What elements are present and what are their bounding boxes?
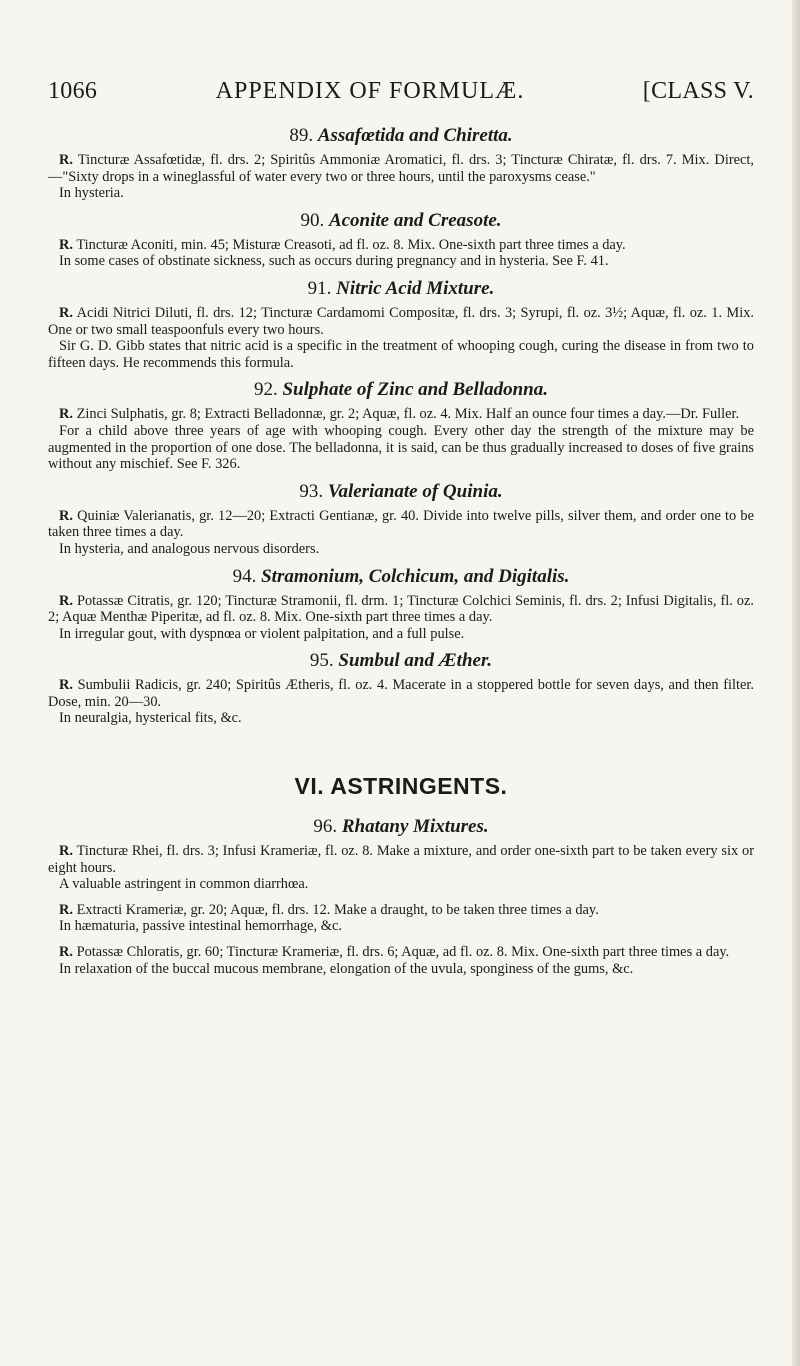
- formula-block: [48, 481, 754, 558]
- prescription-body: Potassæ Chloratis, gr. 60; Tincturæ Krameriæ, fl. drs. 6; Aquæ, ad fl. oz. 8. Mix. One-sixth part three times a day.: [76, 944, 730, 961]
- formula-block: [48, 566, 754, 643]
- formula-title: [48, 278, 754, 300]
- recipe-symbol: R.: [59, 901, 73, 918]
- prescription-body: Potassæ Citratis, gr. 120; Tincturæ Stramonii, fl. drm. 1; Tincturæ Colchici Seminis, fl. drs. 2; Infusi Digitalis, fl. oz. 2; Aquæ Menthæ Piperitæ, ad fl. oz. 8. Mix. One-sixth part three times a day.: [48, 592, 754, 626]
- recipe-symbol: R.: [59, 304, 73, 321]
- prescription-body: Tincturæ Assafœtidæ, fl. drs. 2; Spiritûs Ammoniæ Aromatici, fl. drs. 3; Tincturæ Chiratæ, fl. drs. 7. Mix. Direct,—"Sixty drops in a wineglassful of water every two or three hours, until the paroxysms cease.": [48, 152, 754, 185]
- indication-text: In some cases of obstinate sickness, such as occurs during pregnancy and in hysteria. See F. 41.: [59, 253, 609, 270]
- recipe-symbol: R.: [59, 406, 73, 423]
- page: [48, 78, 754, 985]
- prescription-text: [48, 152, 754, 185]
- indication-text: In hysteria, and analogous nervous disorders.: [59, 540, 320, 557]
- formula-title: [48, 481, 754, 503]
- formula-number: 92.: [253, 379, 278, 401]
- formula-number: 90.: [300, 209, 325, 231]
- indication-text: For a child above three years of age with whooping cough. Every other day the strength of the mixture may be augmented in the proportion of one dose. The belladonna, it is said, can be thus gradually increased to doses of five grains without any mischief. See F. 326.: [48, 422, 754, 473]
- formula-block: [48, 379, 754, 472]
- indication-text: In neuralgia, hysterical fits, &c.: [59, 710, 242, 727]
- entry-gap: [48, 935, 754, 944]
- formula-title: [48, 379, 754, 401]
- prescription-body: Quiniæ Valerianatis, gr. 12—20; Extracti Gentianæ, gr. 40. Divide into twelve pills, silver them, and order one to be taken three times a day.: [48, 507, 754, 541]
- prescription-body: Zinci Sulphatis, gr. 8; Extracti Belladonnæ, gr. 2; Aquæ, fl. oz. 4. Mix. Half an ounce four times a day.—Dr. Fuller.: [76, 406, 740, 423]
- class-label: [CLASS V.: [642, 78, 754, 104]
- prescription-text: [48, 508, 754, 541]
- prescription-text: [48, 305, 754, 338]
- indication-text: In relaxation of the buccal mucous membrane, elongation of the uvula, sponginess of the gums, &c.: [59, 960, 634, 977]
- formula-list: [48, 125, 754, 727]
- formula-title: [48, 210, 754, 232]
- formula-title: [48, 566, 754, 588]
- indication-text: In hysteria.: [59, 185, 124, 202]
- running-header: [48, 78, 754, 105]
- prescription-body: Sumbulii Radicis, gr. 240; Spiritûs Ætheris, fl. oz. 4. Macerate in a stoppered bottle for seven days, and then filter. Dose, min. 20—30.: [48, 677, 754, 710]
- indication-text: In irregular gout, with dyspnœa or violent palpitation, and a full pulse.: [59, 625, 465, 642]
- prescription-text: [48, 843, 754, 876]
- prescription-body: Extracti Krameriæ, gr. 20; Aquæ, fl. drs. 12. Make a draught, to be taken three times a day.: [76, 901, 599, 918]
- recipe-symbol: R.: [59, 236, 73, 253]
- recipe-symbol: R.: [59, 843, 73, 860]
- recipe-symbol: R.: [59, 677, 73, 694]
- formula-number: 91.: [307, 277, 332, 299]
- recipe-symbol: R.: [59, 152, 73, 168]
- formula-name: Nitric Acid Mixture.: [336, 277, 495, 299]
- indication-text: In hæmaturia, passive intestinal hemorrhage, &c.: [59, 918, 342, 935]
- prescription-text: [48, 902, 754, 919]
- formula-title: [48, 650, 754, 672]
- formula-number: 95.: [309, 650, 334, 672]
- formula-name: Valerianate of Quinia.: [327, 480, 503, 502]
- formula-block: [48, 210, 754, 270]
- indication-text: Sir G. D. Gibb states that nitric acid is a specific in the treatment of whooping cough, curing the disease in from two to fifteen days. He recommends this formula.: [48, 338, 754, 371]
- formula-number: 93.: [299, 480, 324, 502]
- recipe-symbol: R.: [59, 944, 73, 961]
- formula-title: [48, 816, 754, 838]
- prescription-text: [48, 944, 754, 961]
- prescription-text: [48, 593, 754, 626]
- indication-text: A valuable astringent in common diarrhœa.: [59, 876, 309, 893]
- formula-name: Rhatany Mixtures.: [341, 816, 489, 838]
- formula-name: Sulphate of Zinc and Belladonna.: [282, 379, 549, 401]
- entry-gap: [48, 893, 754, 902]
- formula-96: [48, 816, 754, 977]
- formula-number: 89.: [289, 125, 314, 146]
- prescription-body: Tincturæ Aconiti, min. 45; Misturæ Creasoti, ad fl. oz. 8. Mix. One-sixth part three times a day.: [76, 236, 626, 253]
- formula-block: [48, 278, 754, 371]
- formula-entries: [48, 843, 754, 977]
- formula-name: Assafœtida and Chiretta.: [317, 125, 513, 146]
- formula-name: Aconite and Creasote.: [328, 209, 502, 231]
- formula-title: [48, 125, 754, 147]
- formula-number: 94.: [232, 565, 257, 587]
- prescription-text: [48, 677, 754, 710]
- page-edge: [792, 0, 800, 1366]
- formula-name: Sumbul and Æther.: [338, 650, 493, 672]
- prescription-body: Tincturæ Rhei, fl. drs. 3; Infusi Krameriæ, fl. oz. 8. Make a mixture, and order one-sixth part to be taken every six or eight hours.: [48, 843, 754, 876]
- formula-name: Stramonium, Colchicum, and Digitalis.: [261, 565, 570, 587]
- running-title: APPENDIX OF FORMULÆ.: [215, 78, 525, 104]
- recipe-symbol: R.: [59, 507, 73, 524]
- prescription-text: [48, 237, 754, 254]
- formula-number: 96.: [313, 816, 338, 838]
- formula-block: [48, 650, 754, 727]
- page-number: 1066: [48, 78, 98, 104]
- prescription-body: Acidi Nitrici Diluti, fl. drs. 12; Tincturæ Cardamomi Compositæ, fl. drs. 3; Syrupi, fl. oz. 3½; Aquæ, fl. oz. 1. Mix. One or two small teaspoonfuls every two hours.: [48, 304, 754, 338]
- prescription-text: [48, 406, 754, 423]
- recipe-symbol: R.: [59, 592, 73, 609]
- formula-block: [48, 125, 754, 202]
- section-heading: VI. ASTRINGENTS.: [294, 773, 508, 800]
